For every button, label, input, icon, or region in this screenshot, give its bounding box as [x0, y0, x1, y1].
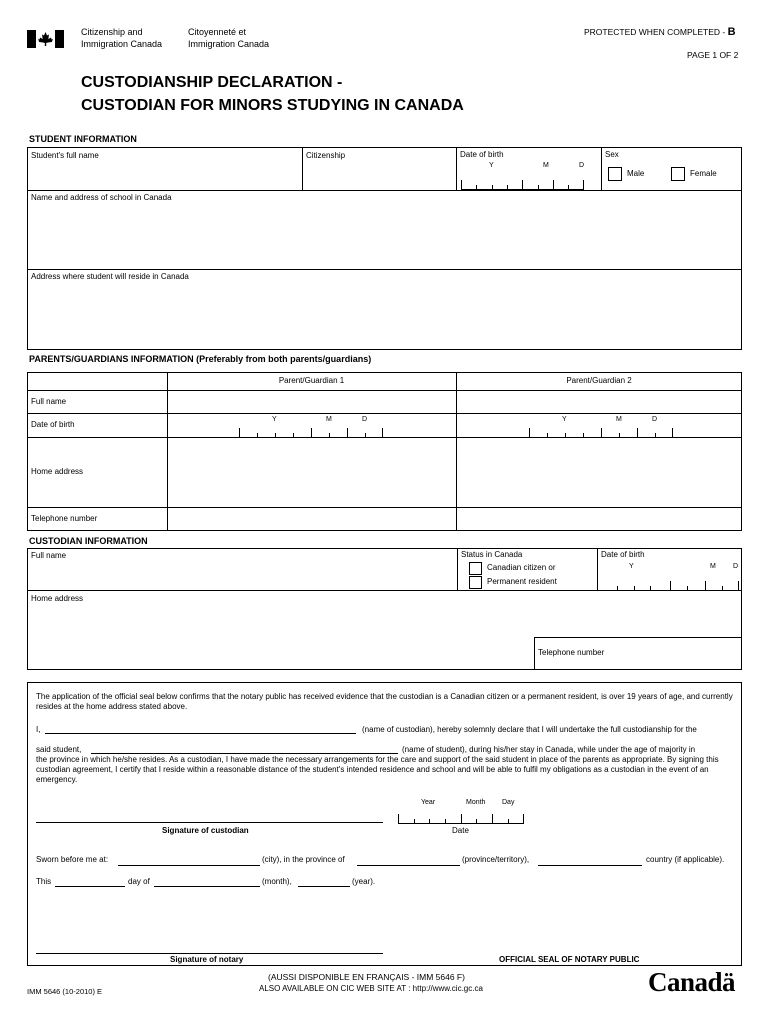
- pg1-dob-d: D: [362, 416, 368, 423]
- pg-full-name-label: Full name: [31, 397, 67, 406]
- custodian-dob-m: M: [710, 563, 716, 570]
- declaration-intro: The application of the official seal below confirms that the notary public has received evidence that the custodian is a Canadian citizen or a permanent resident, is over 19 years of age, and currently resides at the home address stated above.: [36, 692, 733, 711]
- female-label: Female: [690, 169, 717, 178]
- date-month-label: Month: [466, 799, 486, 806]
- residence-address-field[interactable]: [30, 283, 738, 346]
- form-title-line1: CUSTODIANSHIP DECLARATION -: [81, 74, 343, 91]
- citizenship-field[interactable]: [305, 162, 453, 188]
- sworn-country-label: country (if applicable).: [646, 855, 725, 864]
- pg2-dob-d: D: [652, 416, 658, 423]
- status-label: Status in Canada: [461, 550, 523, 559]
- citizen-label: Canadian citizen or: [487, 563, 556, 572]
- notary-seal-area[interactable]: [470, 880, 720, 950]
- pg-dob-label: Date of birth: [31, 420, 75, 429]
- dept-en-line1: Citizenship and: [81, 27, 143, 37]
- pg2-header: Parent/Guardian 2: [566, 376, 632, 385]
- date-day-label: Day: [502, 799, 515, 806]
- parents-section-title: PARENTS/GUARDIANS INFORMATION (Preferably from both parents/guardians): [29, 354, 372, 364]
- student-dob-m: M: [543, 162, 549, 169]
- pg1-dob-m: M: [326, 416, 332, 423]
- sworn-city-label: (city), in the province of: [262, 855, 345, 864]
- custodian-dob-d: D: [733, 563, 739, 570]
- month-label: (month),: [262, 877, 292, 886]
- custodian-dob-label: Date of birth: [601, 550, 645, 559]
- day-of-label: day of: [128, 877, 150, 886]
- male-label: Male: [627, 169, 645, 178]
- form-title-line2: CUSTODIAN FOR MINORS STUDYING IN CANADA: [81, 97, 464, 114]
- this-label: This: [36, 877, 52, 886]
- declaration-date-field[interactable]: [398, 815, 524, 824]
- custodian-dob-y: Y: [629, 563, 634, 570]
- resident-label: Permanent resident: [487, 577, 557, 586]
- student-dob-label: Date of birth: [460, 150, 504, 159]
- notary-seal-label: OFFICIAL SEAL OF NOTARY PUBLIC: [499, 955, 640, 964]
- student-full-name-field[interactable]: [30, 162, 300, 188]
- canada-flag-icon: [27, 30, 64, 48]
- pg2-dob-field[interactable]: [529, 429, 673, 438]
- pg1-dob-y: Y: [272, 416, 277, 423]
- pg1-phone-field[interactable]: [170, 509, 454, 529]
- student-section-title: STUDENT INFORMATION: [29, 134, 137, 144]
- pg-phone-label: Telephone number: [31, 514, 98, 523]
- custodian-phone-field[interactable]: [615, 640, 739, 668]
- page-number: PAGE 1 OF 2: [687, 50, 739, 60]
- sex-label: Sex: [605, 150, 619, 159]
- custodian-name-line[interactable]: [45, 733, 356, 734]
- dept-en-line2: Immigration Canada: [81, 39, 163, 49]
- student-dob-d: D: [579, 162, 585, 169]
- student-name-line[interactable]: [91, 753, 398, 754]
- pg2-dob-y: Y: [562, 416, 567, 423]
- sworn-province-label: (province/territory),: [462, 855, 530, 864]
- sworn-city-line[interactable]: [118, 865, 260, 866]
- custodian-full-name-field[interactable]: [30, 562, 454, 588]
- student-dob-field[interactable]: [461, 181, 584, 190]
- notary-signature-label: Signature of notary: [170, 955, 244, 964]
- protected-level: B: [727, 26, 736, 38]
- pg-home-address-label: Home address: [31, 467, 84, 476]
- form-number: IMM 5646 (10-2010) E: [27, 987, 103, 996]
- protected-notice: PROTECTED WHEN COMPLETED - B: [584, 26, 736, 38]
- student-full-name-label: Student's full name: [31, 151, 99, 160]
- male-checkbox[interactable]: [608, 167, 622, 181]
- declaration-i: I,: [36, 725, 41, 734]
- web-availability: ALSO AVAILABLE ON CIC WEB SITE AT : http://www.cic.gc.ca: [259, 984, 483, 993]
- custodian-signature-label: Signature of custodian: [162, 826, 249, 835]
- declaration-name-student: (name of student), during his/her stay in Canada, while under the age of majority in: [402, 745, 696, 754]
- custodian-phone-label: Telephone number: [538, 648, 605, 657]
- citizen-checkbox[interactable]: [469, 562, 482, 575]
- year-label: (year).: [352, 877, 376, 886]
- custodian-signature-line[interactable]: [36, 822, 383, 823]
- french-availability: (AUSSI DISPONIBLE EN FRANÇAIS - IMM 5646 F): [268, 972, 465, 982]
- pg1-full-name-field[interactable]: [170, 392, 454, 411]
- residence-address-label: Address where student will reside in Canada: [31, 272, 189, 281]
- custodian-home-address-field[interactable]: [30, 605, 530, 667]
- sworn-day-line[interactable]: [55, 886, 125, 887]
- student-dob-y: Y: [489, 162, 494, 169]
- custodian-dob-field[interactable]: [602, 582, 739, 591]
- pg2-dob-m: M: [616, 416, 622, 423]
- declaration-said-student: said student,: [36, 745, 82, 754]
- declaration-name-custodian: (name of custodian), hereby solemnly declare that I will undertake the full custodianship for the: [362, 725, 697, 734]
- pg1-dob-field[interactable]: [239, 429, 383, 438]
- custodian-section-title: CUSTODIAN INFORMATION: [29, 536, 148, 546]
- school-address-field[interactable]: [30, 204, 738, 266]
- pg2-home-address-field[interactable]: [459, 440, 740, 505]
- declaration-body: the province in which he/she resides. As a custodian, I have made the necessary arrangements for the care and support of the said student in place of the parents as appropriate. By signing this custodian agreement, I certify that I reside within a reasonable distance of the student's intended residence and school and will be able to fulfil my obligations as a custodian in the event of an emergency.: [36, 755, 719, 784]
- pg2-phone-field[interactable]: [459, 509, 740, 529]
- dept-fr-line1: Citoyenneté et: [188, 27, 247, 37]
- school-address-label: Name and address of school in Canada: [31, 193, 172, 202]
- dept-fr-line2: Immigration Canada: [188, 39, 270, 49]
- female-checkbox[interactable]: [671, 167, 685, 181]
- custodian-home-address-label: Home address: [31, 594, 84, 603]
- sworn-year-line[interactable]: [298, 886, 350, 887]
- sworn-label: Sworn before me at:: [36, 855, 109, 864]
- sworn-province-line[interactable]: [357, 865, 460, 866]
- citizenship-label: Citizenship: [306, 151, 346, 160]
- pg1-home-address-field[interactable]: [170, 440, 454, 505]
- sworn-month-line[interactable]: [154, 886, 260, 887]
- notary-signature-line[interactable]: [36, 953, 383, 954]
- date-year-label: Year: [421, 799, 436, 806]
- date-label: Date: [452, 826, 469, 835]
- resident-checkbox[interactable]: [469, 576, 482, 589]
- pg1-header: Parent/Guardian 1: [278, 376, 345, 385]
- canada-wordmark: Canadä: [648, 967, 736, 997]
- custodian-full-name-label: Full name: [31, 551, 67, 560]
- pg2-full-name-field[interactable]: [459, 392, 740, 411]
- sworn-country-line[interactable]: [538, 865, 642, 866]
